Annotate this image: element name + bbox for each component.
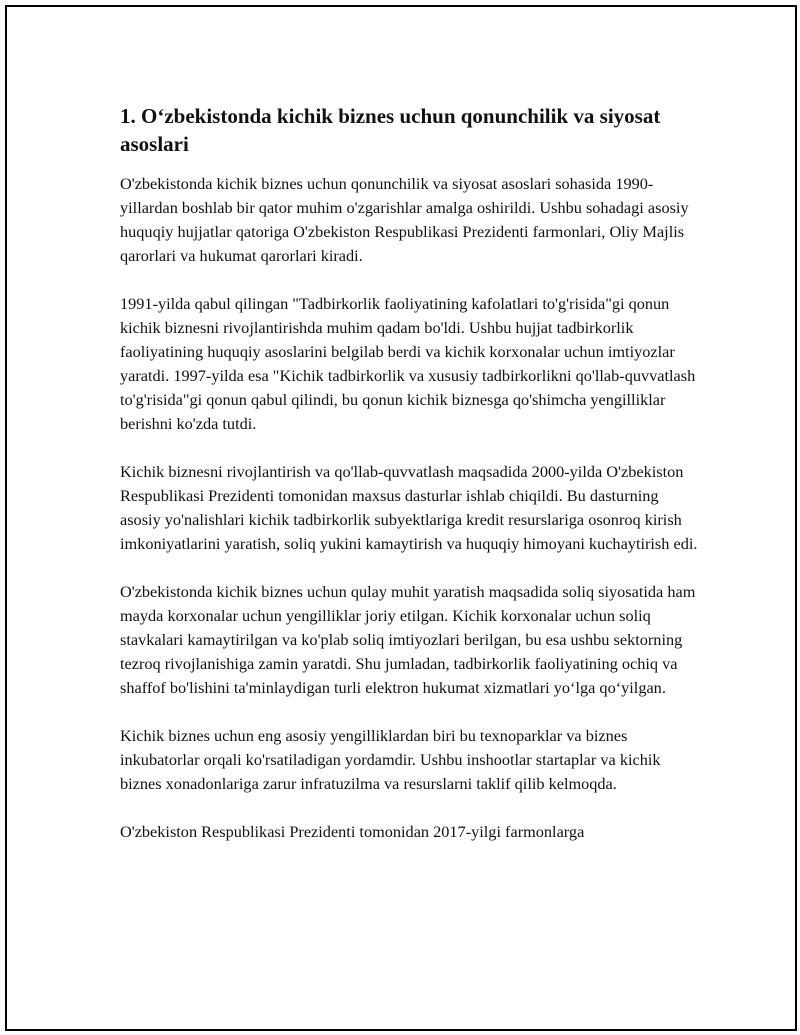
paragraph: O'zbekistonda kichik biznes uchun qonunchilik va siyosat asoslari sohasida 1990-yillardan boshlab bir qator muhim o'zgarishlar amalga oshirildi. Ushbu sohadagi asosiy huquqiy hujjatlar qatoriga O'zbekiston Respublikasi Prezidenti farmonlari, Oliy Majlis qarorlari va hukumat qarorlari kiradi. [120,174,689,265]
document-body [120,102,700,868]
page-frame [5,5,797,1031]
section-heading: 1. O‘zbekistonda kichik biznes uchun qonunchilik va siyosat asoslari [120,104,661,156]
paragraph: 1991-yilda qabul qilingan "Tadbirkorlik faoliyatining kafolatlari to'g'risida"gi qonun kichik biznesni rivojlantirishda muhim qadam bo'ldi. Ushbu hujjat tadbirkorlik faoliyatining huquqiy asoslarini belgilab berdi va kichik korxonalar uchun imtiyozlar yaratdi. 1997-yilda esa "Kichik tadbirkorlik va xususiy tadbirkorlikni qo'llab-quvvatlash to'g'risida"gi qonun qabul qilindi, bu qonun kichik biznesga qo'shimcha yengilliklar berishni ko'zda tutdi. [120,294,696,433]
paragraph: O'zbekistonda kichik biznes uchun qulay muhit yaratish maqsadida soliq siyosatida ham mayda korxonalar uchun yengilliklar joriy etilgan. Kichik korxonalar uchun soliq stavkalari kamaytirilgan va ko'plab soliq imtiyozlari berilgan, bu esa ushbu sektorning tezroq rivojlanishiga zamin yaratdi. Shu jumladan, tadbirkorlik faoliyatining ochiq va shaffof bo'lishini ta'minlaydigan turli elektron hukumat xizmatlari yo‘lga qo‘yilgan. [120,582,696,697]
paragraph: Kichik biznesni rivojlantirish va qo'llab-quvvatlash maqsadida 2000-yilda O'zbekiston Respublikasi Prezidenti tomonidan maxsus dasturlar ishlab chiqildi. Bu dasturning asosiy yo'nalishlari kichik tadbirkorlik subyektlariga kredit resurslariga osonroq kirish imkoniyatlarini yaratish, soliq yukini kamaytirish va huquqiy himoyani kuchaytirish edi. [120,462,698,553]
paragraph: O'zbekiston Respublikasi Prezidenti tomonidan 2017-yilgi farmonlarga [120,822,585,841]
paragraph: Kichik biznes uchun eng asosiy yengilliklardan biri bu texnoparklar va biznes inkubatorlar orqali ko'rsatiladigan yordamdir. Ushbu inshootlar startaplar va kichik biznes xonadonlariga zarur infratuzilma va resurslarni taklif qilib kelmoqda. [120,726,661,793]
